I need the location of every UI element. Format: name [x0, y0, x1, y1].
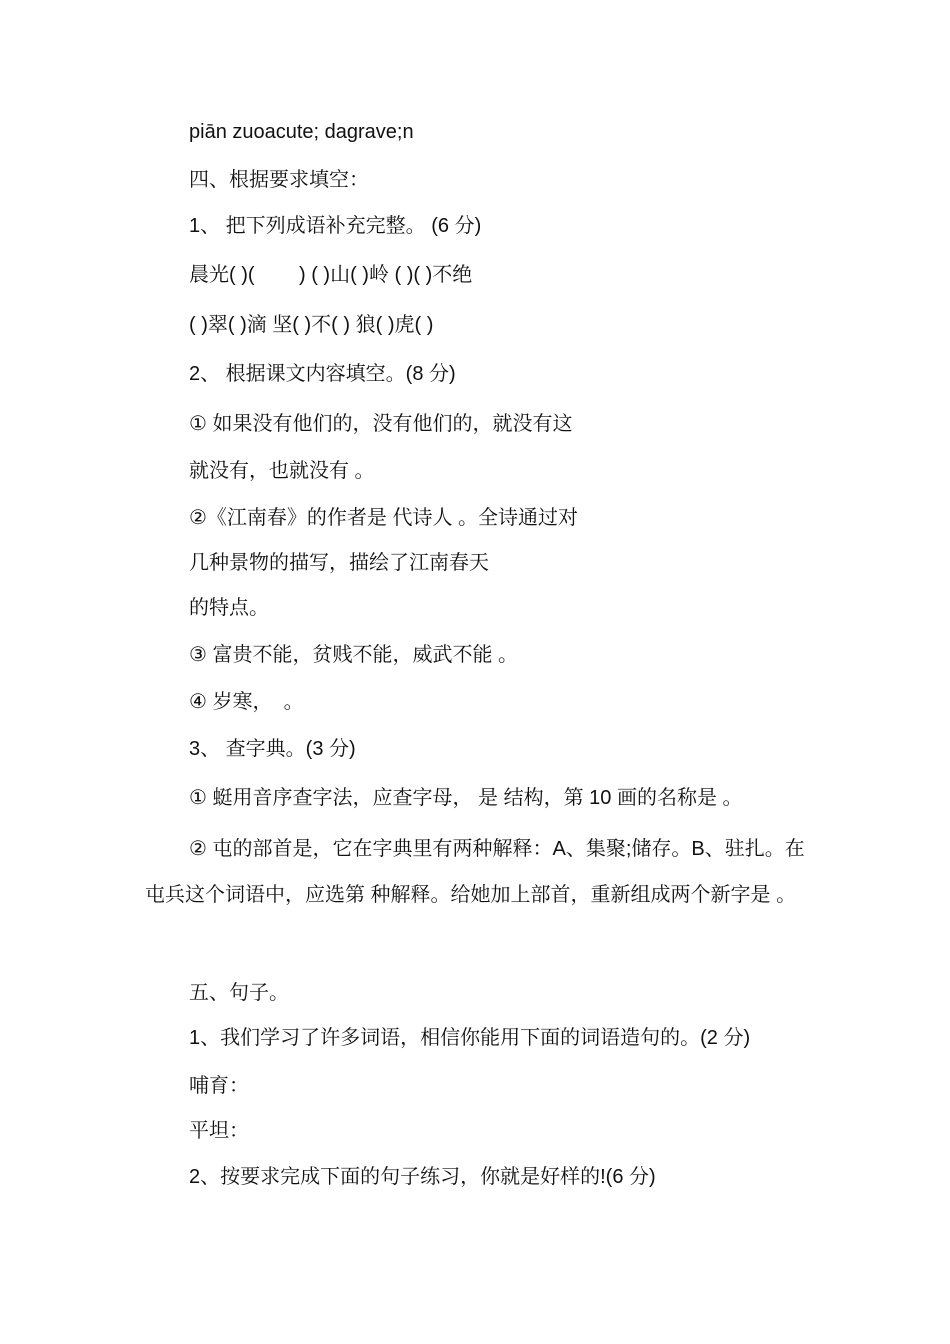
question-2-title: 2、 根据课文内容填空。(8 分) — [189, 363, 456, 385]
fill-item-4: ④ 岁寒， 。 — [189, 691, 304, 713]
fill-item-3: ③ 富贵不能，贫贱不能，威武不能 。 — [189, 644, 519, 666]
word-buyu: 哺育： — [189, 1075, 249, 1097]
sentence-1-title: 1、我们学习了许多词语，相信你能用下面的词语造句的。(2 分) — [189, 1027, 751, 1049]
idiom-line-2: ( )翠( )滴 坚( )不( ) 狼( )虎( ) — [189, 314, 434, 336]
section-4-title: 四、根据要求填空： — [189, 169, 369, 191]
idiom-line-1: 晨光( )( ) ( )山( )岭 ( )( )不绝 — [189, 264, 473, 286]
fill-item-2-line-a: ②《江南春》的作者是 代诗人 。全诗通过对 — [189, 507, 579, 529]
sentence-2-title: 2、按要求完成下面的句子练习，你就是好样的!(6 分) — [189, 1166, 656, 1188]
section-5-title: 五、句子。 — [189, 982, 289, 1004]
question-1-title: 1、 把下列成语补充完整。 (6 分) — [189, 215, 482, 237]
dictionary-item-1: ① 蜓用音序查字法，应查字母， 是 结构，第 10 画的名称是 。 — [189, 787, 743, 809]
dictionary-item-2: ② 屯的部首是，它在字典里有两种解释：A、集聚;储存。B、驻扎。在屯兵这个词语中，应选第 种解释。给她加上部首，重新组成两个新字是 。 — [145, 838, 805, 906]
fill-item-2-line-c: 的特点。 — [189, 597, 269, 619]
question-3-title: 3、 查字典。(3 分) — [189, 738, 356, 760]
fill-item-1-line-b: 就没有，也就没有 。 — [189, 460, 375, 482]
pinyin-line: piān zuoacute; dagrave;n — [189, 121, 414, 143]
fill-item-1-line-a: ① 如果没有他们的，没有他们的，就没有这 — [189, 413, 573, 435]
word-pingtan: 平坦： — [189, 1120, 249, 1142]
fill-item-2-line-b: 几种景物的描写，描绘了江南春天 — [189, 552, 489, 574]
